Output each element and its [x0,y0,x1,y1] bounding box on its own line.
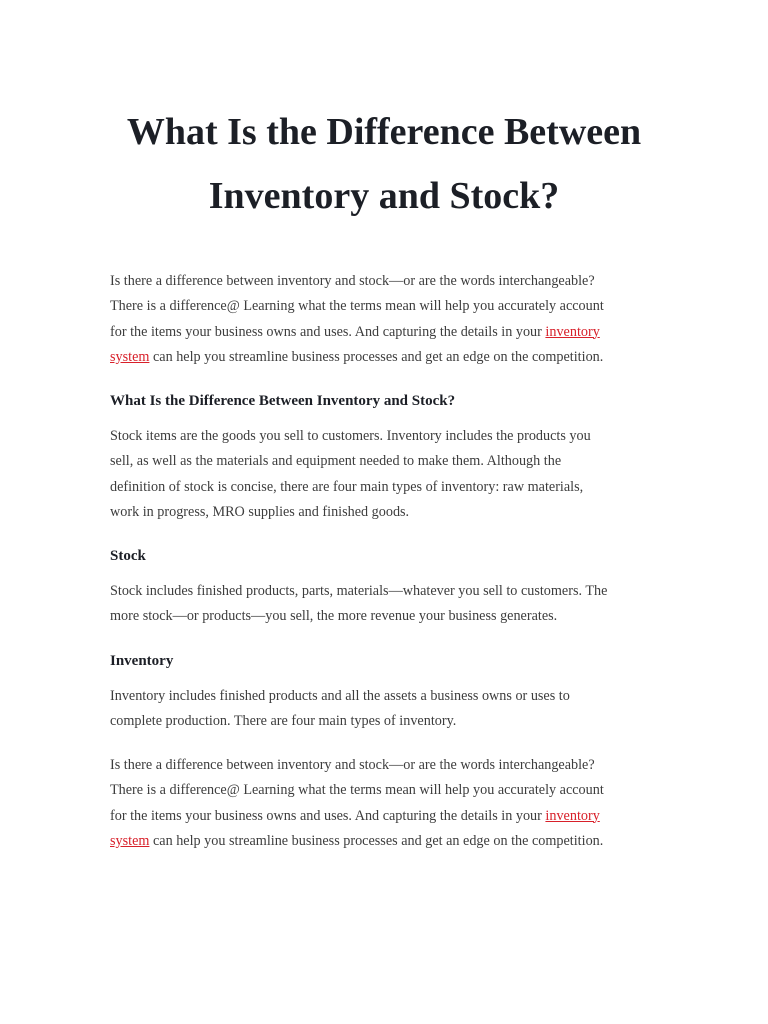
outro-line-1: Is there a difference between inventory and stock—or are the words interchangeable? [110,757,595,773]
section-heading-stock: Stock [110,548,146,564]
inventory-line-2: complete production. There are four main types of inventory. [110,713,457,730]
section-heading-inventory: Inventory [110,653,174,669]
difference-line-2: sell, as well as the materials and equipment needed to make them. Although the [110,453,562,470]
inventory-paragraph [110,684,670,735]
intro-line-3 [110,320,670,345]
outro-line-3-text: for the items your business owns and uses. And capturing the details in your [110,807,546,824]
stock-line-1: Stock includes finished products, parts, materials—whatever you sell to customers. The [110,583,608,599]
inventory-system-link-2[interactable]: inventory [545,807,600,824]
difference-line-1: Stock items are the goods you sell to customers. Inventory includes the products you [110,428,591,444]
intro-line-2: There is a difference@ Learning what the terms mean will help you accurately account [110,298,604,315]
difference-line-4: work in progress, MRO supplies and finished goods. [110,503,410,520]
difference-line-3: definition of stock is concise, there are four main types of inventory: raw materials, [110,478,584,495]
inventory-system-link-continued[interactable]: system [110,348,150,365]
outro-paragraph [110,753,670,854]
inventory-system-link[interactable]: inventory [545,323,600,340]
intro-line-3-text: for the items your business owns and uses. And capturing the details in your [110,323,546,340]
page-title-line-2: Inventory and Stock? [208,175,560,217]
outro-line-4-text: can help you streamline business processes and get an edge on the competition. [149,832,604,849]
outro-line-3 [110,804,670,829]
outro-line-2: There is a difference@ Learning what the terms mean will help you accurately account [110,782,604,799]
intro-line-4-text: can help you streamline business processes and get an edge on the competition. [149,348,604,365]
stock-paragraph [110,579,670,630]
intro-line-1: Is there a difference between inventory and stock—or are the words interchangeable? [110,273,595,289]
inventory-system-link-2-continued[interactable]: system [110,832,150,849]
difference-paragraph [110,424,670,525]
outro-line-4 [110,829,670,854]
inventory-line-1: Inventory includes finished products and all the assets a business owns or uses to [110,688,570,704]
stock-line-2: more stock—or products—you sell, the more revenue your business generates. [110,608,558,625]
page-title [60,100,708,228]
page-title-line-1: What Is the Difference Between [126,111,642,153]
section-heading-difference: What Is the Difference Between Inventory and Stock? [110,393,456,409]
intro-paragraph [110,269,670,370]
intro-line-4 [110,345,670,370]
